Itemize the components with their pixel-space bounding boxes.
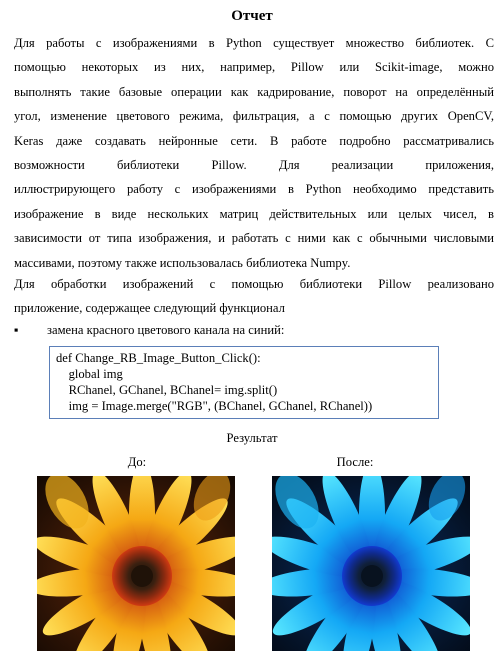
paragraph-line: Keras даже создавать нейронные сети. В работе подробно рассматривались [14, 133, 494, 148]
intro-paragraph [14, 31, 494, 275]
paragraph-line: зависимости от типа изображения, и работать с ними как с обычными числовыми [14, 231, 494, 246]
paragraph-line: иллюстрирующего работу с изображениями в Python необходимо представить [14, 182, 494, 197]
after-flower-image [272, 476, 470, 651]
after-label: После: [336, 455, 374, 469]
code-line: RChanel, GChanel, BChanel= img.split() [56, 383, 278, 397]
paragraph-line: приложение, содержащее следующий функционал [14, 301, 285, 316]
paragraph-line: угол, изменение цветового режима, фильтрация, а с помощью других OpenCV, [14, 109, 494, 124]
paragraph-line: Для обработки изображений с помощью библиотеки Pillow реализовано [14, 277, 494, 291]
bullet-icon: ▪ [14, 323, 19, 337]
code-line: def Change_RB_Image_Button_Click(): [56, 351, 261, 365]
result-heading: Результат [226, 431, 278, 445]
paragraph-line: массивами, поэтому также использовалась библиотека Numpy. [14, 255, 351, 270]
bullet-text: замена красного цветового канала на синий: [47, 323, 285, 337]
code-line: img = Image.merge("RGB", (BChanel, GChanel, RChanel)) [56, 399, 373, 413]
paragraph-line: выполнять такие базовые операции как кадрирование, поворот на определённый [14, 84, 494, 99]
before-label: До: [127, 455, 147, 469]
paragraph-line: возможности библиотеки Pillow. Для реализации приложения, [14, 158, 494, 173]
before-flower-image [37, 476, 235, 651]
document-title: Отчет [231, 8, 273, 24]
paragraph-line: помощью некоторых из них, например, Pillow или Scikit-image, можно [14, 60, 494, 75]
paragraph-line: Для работы с изображениями в Python существует множество библиотек. С [14, 36, 494, 50]
paragraph-line: изображение в виде нескольких матриц действительных или целых чисел, в [14, 206, 494, 221]
code-line: global img [56, 367, 123, 381]
functionality-paragraph [14, 272, 494, 321]
code-block [49, 346, 439, 419]
